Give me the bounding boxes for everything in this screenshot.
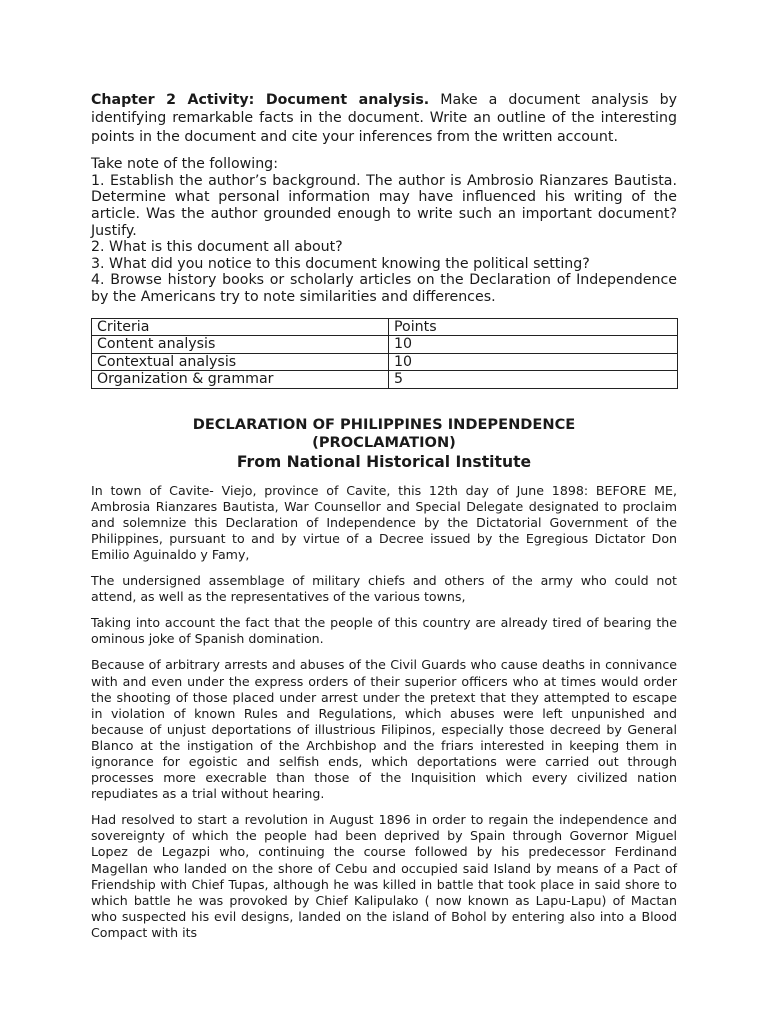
document-subtitle: (PROCLAMATION) bbox=[312, 434, 456, 452]
points-cell: 10 bbox=[389, 353, 678, 371]
table-header-row bbox=[92, 318, 678, 336]
document-page bbox=[91, 91, 677, 951]
body-paragraph: Because of arbitrary arrests and abuses of the Civil Guards who cause deaths in connivance with and even under the express orders of their superior officers who at times would order the shooting of those placed under arrest under the pretext that they attempted to escape in violation of known Rules and Regulations, which abuses were left unpunished and because of unjust deportations of illustrious Filipinos, especially those decreed by General Blanco at the instigation of the Archbishop and the friars interested in keeping them in ignorance for egoistic and selfish ends, which deportations were carried out through processes more execrable than those of the Inquisition which every civilized nation repudiates as a trial without hearing. bbox=[91, 657, 677, 802]
activity-instructions bbox=[91, 91, 677, 146]
criteria-cell: Content analysis bbox=[92, 336, 389, 354]
points-cell: 5 bbox=[389, 371, 678, 389]
activity-heading: Chapter 2 Activity: Document analysis. bbox=[91, 92, 430, 108]
document-title-block bbox=[91, 416, 677, 472]
criteria-cell: Contextual analysis bbox=[92, 353, 389, 371]
note-item-2: 2. What is this document all about? bbox=[91, 239, 343, 256]
document-title: DECLARATION OF PHILIPPINES INDEPENDENCE bbox=[192, 415, 576, 433]
note-item-3: 3. What did you notice to this document knowing the political setting? bbox=[91, 255, 590, 272]
criteria-cell: Organization & grammar bbox=[92, 371, 389, 389]
body-paragraph: Had resolved to start a revolution in August 1896 in order to regain the independence and sovereignty of which the people had been deprived by Spain through Governor Miguel Lopez de Legazpi who, continuing the course followed by his predecessor Ferdinand Magellan who landed on the shore of Cebu and occupied said Island by means of a Pact of Friendship with Chief Tupas, although he was killed in battle that took place in said shore to which battle he was provoked by Chief Kalipulako ( now known as Lapu-Lapu) of Mactan who suspected his evil designs, landed on the island of Bohol by entering also into a Blood Compact with its bbox=[91, 812, 677, 940]
table-row bbox=[92, 371, 678, 389]
document-source: From National Historical Institute bbox=[236, 452, 532, 471]
body-paragraph: The undersigned assemblage of military chiefs and others of the army who could not attend, as well as the representatives of the various towns, bbox=[91, 573, 677, 605]
points-cell: 10 bbox=[389, 336, 678, 354]
criteria-table bbox=[91, 318, 678, 389]
body-paragraph: In town of Cavite- Viejo, province of Cavite, this 12th day of June 1898: BEFORE ME, Ambrosia Rianzares Bautista, War Counsellor and Special Delegate designated to proclaim and solemnize this Declaration of Independence by the Dictatorial Government of the Philippines, pursuant to and by virtue of a Decree issued by the Egregious Dictator Don Emilio Aguinaldo y Famy, bbox=[91, 482, 677, 562]
table-row bbox=[92, 336, 678, 354]
table-row bbox=[92, 353, 678, 371]
notes-intro: Take note of the following: bbox=[91, 156, 278, 173]
note-item-4: 4. Browse history books or scholarly articles on the Declaration of Independence by the Americans try to note similarities and differences. bbox=[91, 272, 677, 305]
note-item-1: 1. Establish the author’s background. The author is Ambrosio Rianzares Bautista. Determine what personal information may have influenced his writing of the article. Was the author grounded enough to write such an important document? Justify. bbox=[91, 172, 677, 239]
activity-instructions-text: Make a document analysis by identifying remarkable facts in the document. Write an outline of the interesting points in the document and cite your inferences from the written account. bbox=[91, 92, 677, 145]
notes-section bbox=[91, 156, 677, 305]
points-header: Points bbox=[389, 318, 678, 336]
body-paragraph: Taking into account the fact that the people of this country are already tired of bearing the ominous joke of Spanish domination. bbox=[91, 615, 677, 647]
document-body bbox=[91, 483, 677, 941]
criteria-header: Criteria bbox=[92, 318, 389, 336]
